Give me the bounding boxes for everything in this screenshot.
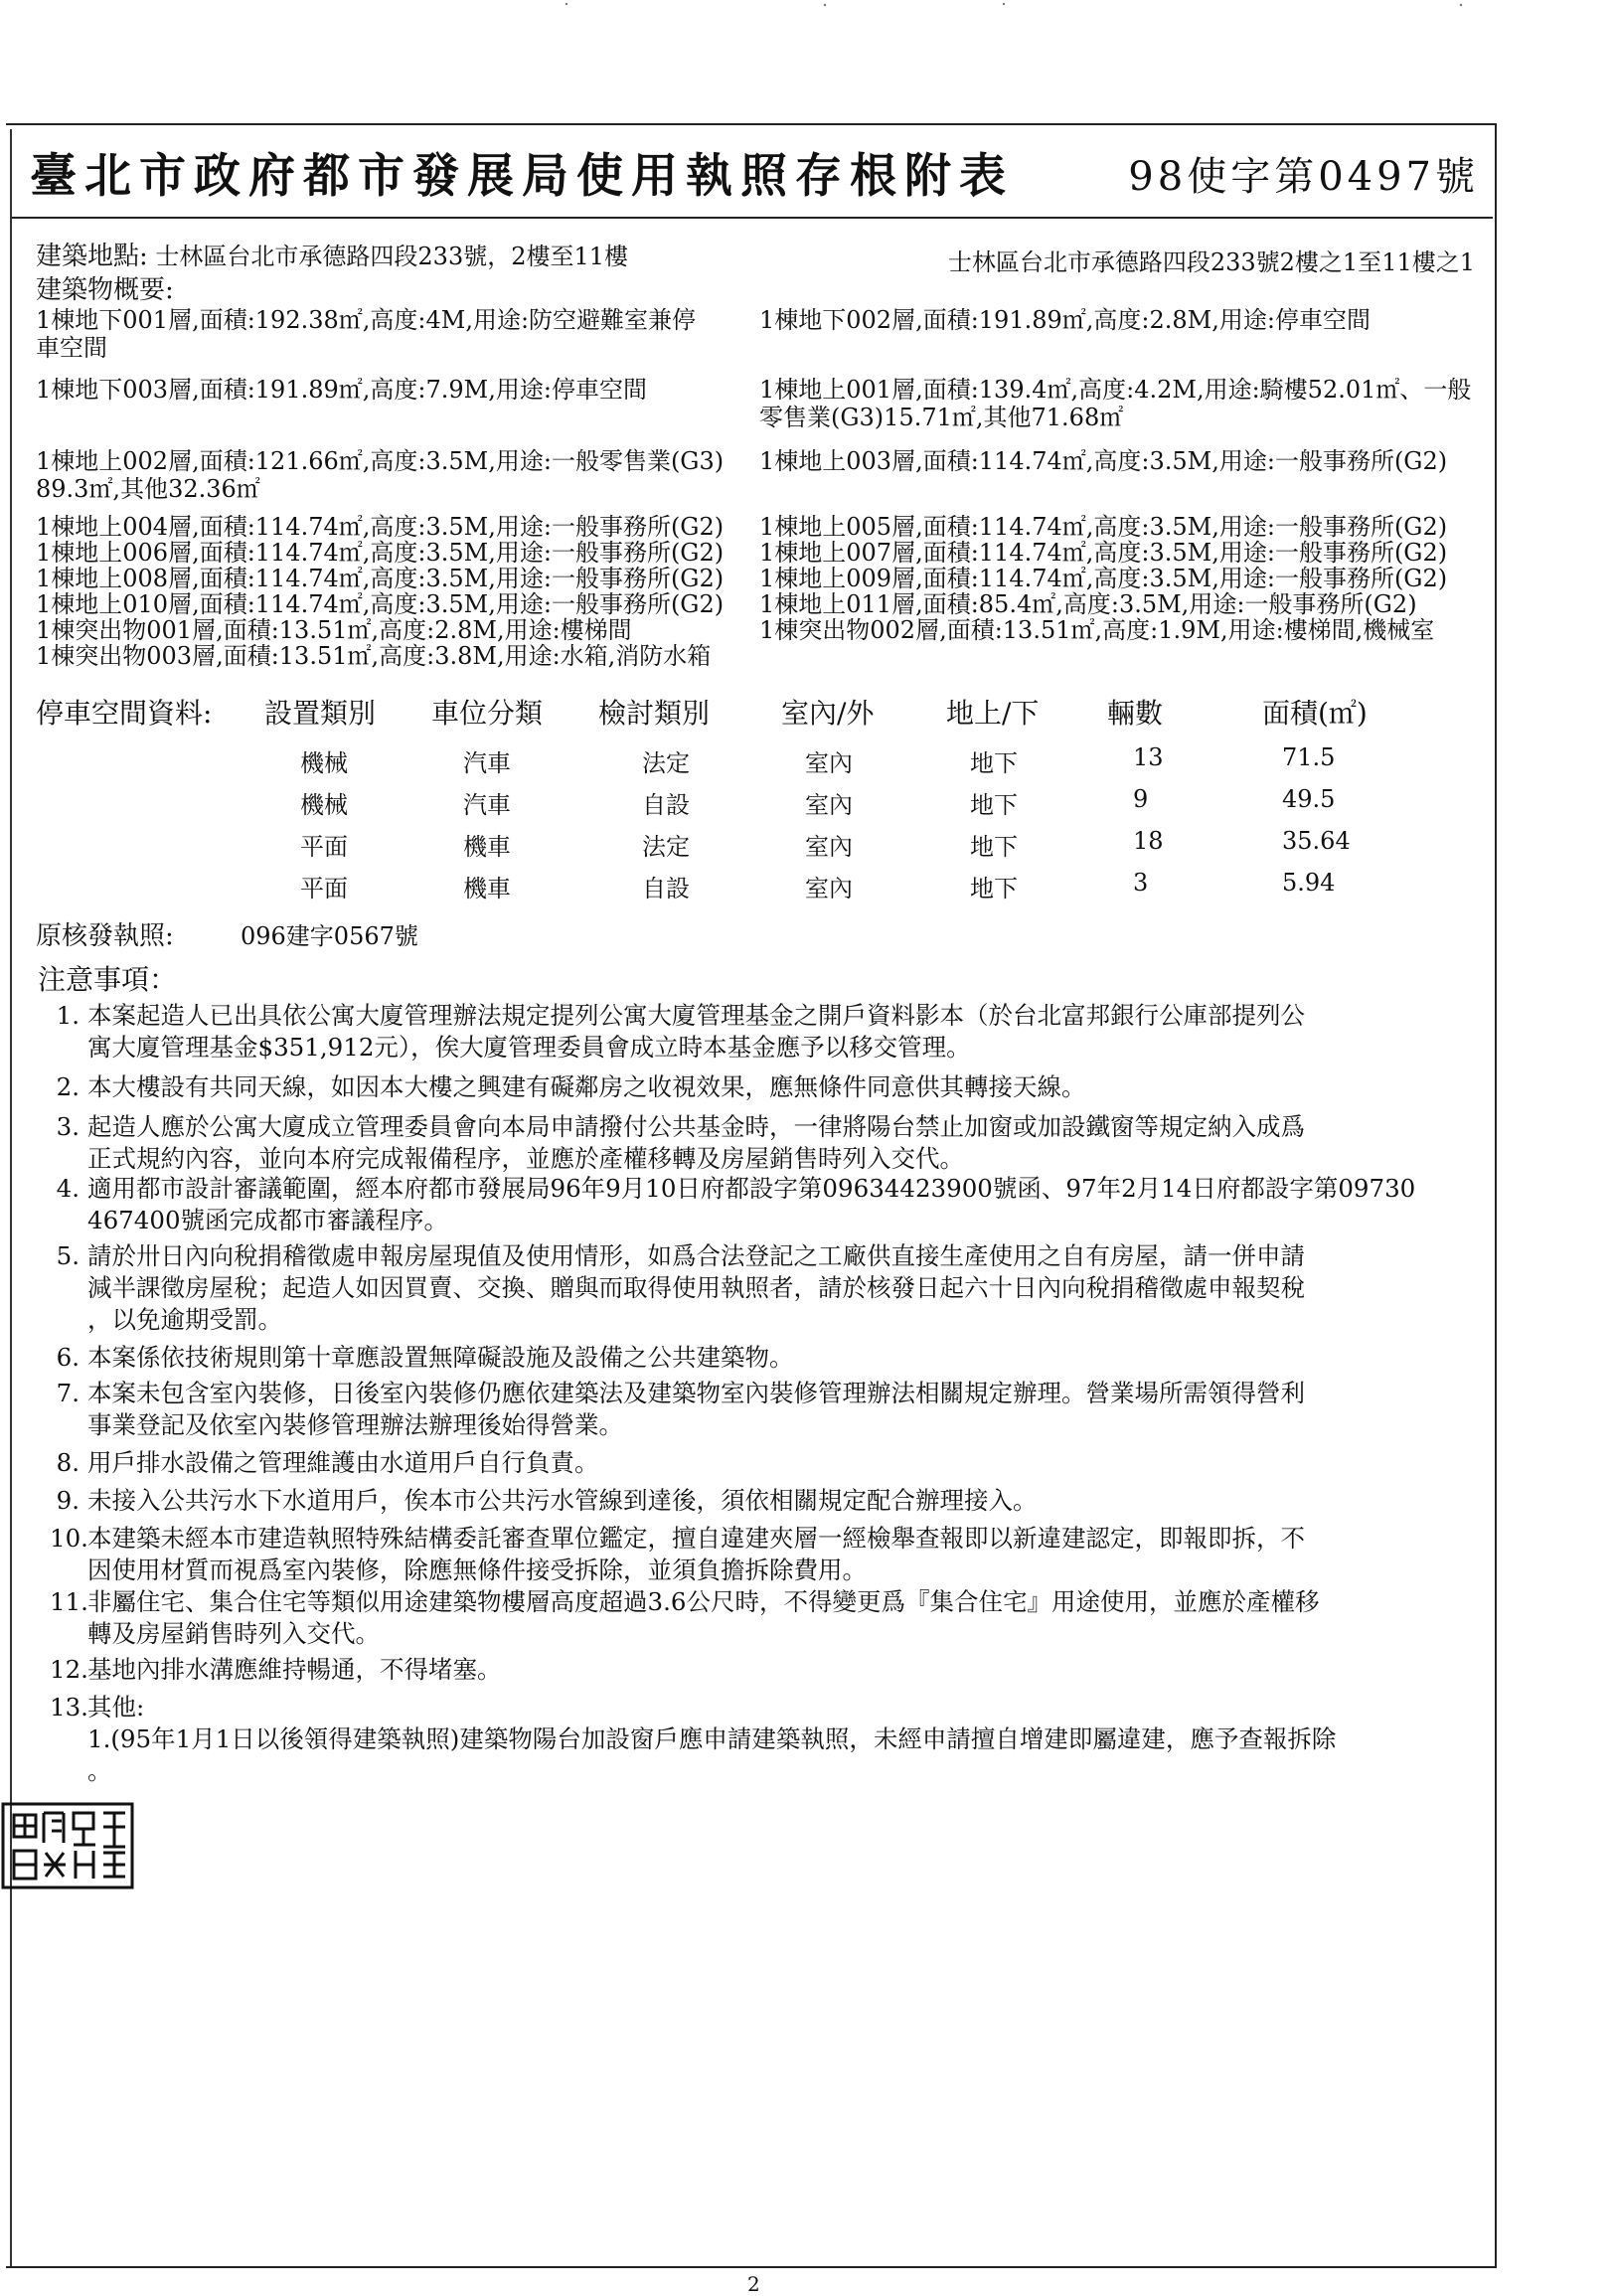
note-line: 基地內排水溝應維持暢通，不得堵塞。	[87, 1655, 502, 1684]
overview-right: 1棟地上007層,面積:114.74㎡,高度:3.5M,用途:一般事務所(G2)	[759, 539, 1448, 567]
parking-header: 設置類別	[264, 697, 377, 730]
note-number: 11.	[50, 1587, 88, 1616]
title-divider	[12, 217, 1493, 219]
overview-right: 1棟地上001層,面積:139.4㎡,高度:4.2M,用途:騎樓52.01㎡、一般	[759, 376, 1472, 404]
overview-right: 1棟地上003層,面積:114.74㎡,高度:3.5M,用途:一般事務所(G2)	[759, 447, 1448, 475]
note-item	[50, 1111, 1481, 1175]
note-item	[50, 1173, 1481, 1236]
note-item	[50, 1586, 1481, 1650]
permit-number: 98使字第0497號	[1128, 154, 1479, 200]
note-item	[50, 1000, 1481, 1064]
parking-cell: 13	[1133, 743, 1164, 771]
parking-cell: 汽車	[463, 749, 511, 777]
site-address: 士林區台北市承德路四段233號，2樓至11樓	[155, 243, 629, 270]
parking-cell: 自設	[642, 791, 690, 819]
parking-cell: 9	[1133, 785, 1149, 813]
note-number: 4.	[56, 1174, 80, 1203]
header	[18, 139, 1489, 204]
parking-cell: 18	[1133, 827, 1164, 855]
frame-left-edge	[10, 129, 12, 2266]
note-line: 本案係依技術規則第十章應設置無障礙設施及設備之公共建築物。	[87, 1343, 794, 1372]
note-line: 請於卅日內向稅捐稽徵處申報房屋現值及使用情形，如爲合法登記之工廠供直接生產使用之自有房屋，請一併申請	[87, 1241, 1305, 1270]
parking-header: 檢討類別	[598, 697, 711, 730]
site-row	[36, 243, 628, 270]
parking-cell: 地下	[970, 749, 1018, 777]
overview-right: 1棟突出物002層,面積:13.51㎡,高度:1.9M,用途:樓梯間,機械室	[759, 616, 1435, 644]
parking-header: 室內/外	[781, 697, 875, 730]
note-item	[50, 1342, 1481, 1374]
parking-header: 輛數	[1107, 697, 1164, 730]
overview-left: 1棟地上002層,面積:121.66㎡,高度:3.5M,用途:一般零售業(G3)	[36, 447, 725, 475]
overview-left: 1棟突出物003層,面積:13.51㎡,高度:3.8M,用途:水箱,消防水箱	[36, 642, 712, 670]
note-item	[50, 1071, 1481, 1103]
note-line: 用戶排水設備之管理維護由水道用戶自行負責。	[87, 1448, 599, 1477]
note-item	[50, 1485, 1481, 1517]
note-line: 。	[87, 1756, 112, 1785]
note-line: 起造人應於公寓大廈成立管理委員會向本局申請撥付公共基金時，一律將陽台禁止加窗或加設鐵窗等規定納入成爲	[87, 1112, 1305, 1141]
note-line: 因使用材質而視爲室內裝修，除應無條件接受拆除，並須負擔拆除費用。	[87, 1556, 867, 1584]
parking-cell: 平面	[300, 833, 348, 861]
note-number: 7.	[56, 1379, 80, 1407]
parking-cell: 地下	[970, 875, 1018, 902]
note-line: 未接入公共污水下水道用戶，俟本市公共污水管線到達後，須依相關規定配合辦理接入。	[87, 1486, 1038, 1515]
parking-cell: 5.94	[1282, 869, 1336, 897]
overview-left: 1棟地下003層,面積:191.89㎡,高度:7.9M,用途:停車空間	[36, 376, 647, 404]
parking-cell: 法定	[642, 833, 690, 861]
page-number: 2	[747, 2272, 760, 2296]
parking-cell: 機械	[300, 749, 348, 777]
note-line: 本案未包含室內裝修，日後室內裝修仍應依建築法及建築物室內裝修管理辦法相關規定辦理。營業場所需領得營利	[87, 1379, 1305, 1407]
note-line: 減半課徵房屋稅；起造人如因買賣、交換、贈與而取得使用執照者，請於核發日起六十日內向稅捐稽徵處申報契稅	[87, 1273, 1305, 1302]
note-line: 467400號函完成都市審議程序。	[87, 1206, 449, 1234]
overview-right: 1棟地上005層,面積:114.74㎡,高度:3.5M,用途:一般事務所(G2)	[759, 513, 1448, 541]
parking-cell: 地下	[970, 833, 1018, 861]
note-number: 5.	[56, 1241, 80, 1270]
overview-right: 1棟地下002層,面積:191.89㎡,高度:2.8M,用途:停車空間	[759, 306, 1371, 334]
overview-left: 1棟突出物001層,面積:13.51㎡,高度:2.8M,用途:樓梯間	[36, 616, 632, 644]
note-line: 1.(95年1月1日以後領得建築執照)建築物陽台加設窗戶應申請建築執照，未經申請擅自增建即屬違建，應予查報拆除	[87, 1724, 1337, 1753]
parking-cell: 汽車	[463, 791, 511, 819]
parking-cell: 自設	[642, 875, 690, 902]
note-number: 9.	[56, 1486, 80, 1515]
notes-title: 注意事項：	[38, 963, 178, 996]
note-line: 事業登記及依室內裝修管理辦法辦理後始得營業。	[87, 1410, 623, 1439]
overview-label: 建築物概要:	[36, 275, 174, 305]
note-line: 轉及房屋銷售時列入交代。	[87, 1619, 380, 1648]
official-seal	[0, 1801, 135, 1890]
original-permit-label: 原核發執照:	[36, 921, 174, 951]
note-number: 1.	[56, 1001, 80, 1030]
overview-right: 零售業(G3)15.71㎡,其他71.68㎡	[759, 404, 1124, 431]
note-line: 正式規約內容，並向本府完成報備程序，並應於產權移轉及房屋銷售時列入交代。	[87, 1144, 964, 1173]
parking-cell: 平面	[300, 875, 348, 902]
parking-cell: 機車	[463, 875, 511, 902]
parking-cell: 室內	[805, 791, 853, 819]
note-number: 3.	[56, 1112, 80, 1141]
note-item	[50, 1692, 1481, 1787]
overview-left: 89.3㎡,其他32.36㎡	[36, 475, 260, 503]
note-line: ，以免逾期受罰。	[87, 1305, 282, 1334]
parking-cell: 35.64	[1282, 827, 1351, 855]
overview-left: 1棟地下001層,面積:192.38㎡,高度:4M,用途:防空避難室兼停	[36, 306, 697, 334]
overview-right: 1棟地上009層,面積:114.74㎡,高度:3.5M,用途:一般事務所(G2)	[759, 565, 1448, 592]
note-line: 寓大廈管理基金$351,912元），俟大廈管理委員會成立時本基金應予以移交管理。	[87, 1033, 971, 1062]
overview-left: 1棟地上008層,面積:114.74㎡,高度:3.5M,用途:一般事務所(G2)	[36, 565, 725, 592]
parking-cell: 室內	[805, 833, 853, 861]
parking-header: 地上/下	[946, 697, 1040, 730]
overview-left: 1棟地上004層,面積:114.74㎡,高度:3.5M,用途:一般事務所(G2)	[36, 513, 725, 541]
note-number: 2.	[56, 1072, 80, 1101]
parking-cell: 71.5	[1282, 743, 1336, 771]
parking-cell: 室內	[805, 875, 853, 902]
overview-left: 車空間	[36, 334, 107, 362]
note-number: 13.	[50, 1693, 88, 1722]
note-item	[50, 1447, 1481, 1479]
note-line: 其他:	[87, 1693, 145, 1722]
note-number: 6.	[56, 1343, 80, 1372]
parking-cell: 地下	[970, 791, 1018, 819]
parking-cell: 法定	[642, 749, 690, 777]
note-line: 本大樓設有共同天線，如因本大樓之興建有礙鄰房之收視效果，應無條件同意供其轉接天線。	[87, 1072, 1086, 1101]
overview-left: 1棟地上006層,面積:114.74㎡,高度:3.5M,用途:一般事務所(G2)	[36, 539, 725, 567]
parking-cell: 機車	[463, 833, 511, 861]
parking-label: 停車空間資料:	[36, 697, 213, 730]
note-item	[50, 1240, 1481, 1336]
note-line: 非屬住宅、集合住宅等類似用途建築物樓層高度超過3.6公尺時，不得變更爲『集合住宅』用途使用，並應於產權移	[87, 1587, 1320, 1616]
note-line: 本建築未經本市建造執照特殊結構委託審查單位鑑定，擅自違建夾層一經檢舉查報即以新違建認定，即報即拆，不	[87, 1524, 1305, 1553]
note-line: 本案起造人已出具依公寓大廈管理辦法規定提列公寓大廈管理基金之開戶資料影本（於台北富邦銀行公庫部提列公	[87, 1001, 1305, 1030]
overview-left: 1棟地上010層,面積:114.74㎡,高度:3.5M,用途:一般事務所(G2)	[36, 590, 725, 618]
scan-dots	[0, 0, 1614, 12]
note-item	[50, 1654, 1481, 1686]
parking-header: 面積(㎡)	[1262, 697, 1368, 730]
site-label: 建築地點:	[36, 242, 148, 271]
note-number: 12.	[50, 1655, 88, 1684]
document-title: 臺北市政府都市發展局使用執照存根附表	[30, 149, 1014, 204]
parking-cell: 3	[1133, 869, 1149, 897]
note-item	[50, 1378, 1481, 1441]
note-item	[50, 1523, 1481, 1586]
parking-cell: 49.5	[1282, 785, 1336, 813]
parking-cell: 室內	[805, 749, 853, 777]
note-number: 10.	[50, 1524, 88, 1553]
overview-right: 1棟地上011層,面積:85.4㎡,高度:3.5M,用途:一般事務所(G2)	[759, 590, 1417, 618]
original-permit-value: 096建字0567號	[241, 922, 418, 950]
note-number: 8.	[56, 1448, 80, 1477]
parking-header: 車位分類	[431, 697, 544, 730]
parking-cell: 機械	[300, 791, 348, 819]
site-address-alt: 士林區台北市承德路四段233號2樓之1至11樓之1	[947, 248, 1475, 276]
note-line: 適用都市設計審議範圍，經本府都市發展局96年9月10日府都設字第09634423900號函、97年2月14日府都設字第09730	[87, 1174, 1416, 1203]
